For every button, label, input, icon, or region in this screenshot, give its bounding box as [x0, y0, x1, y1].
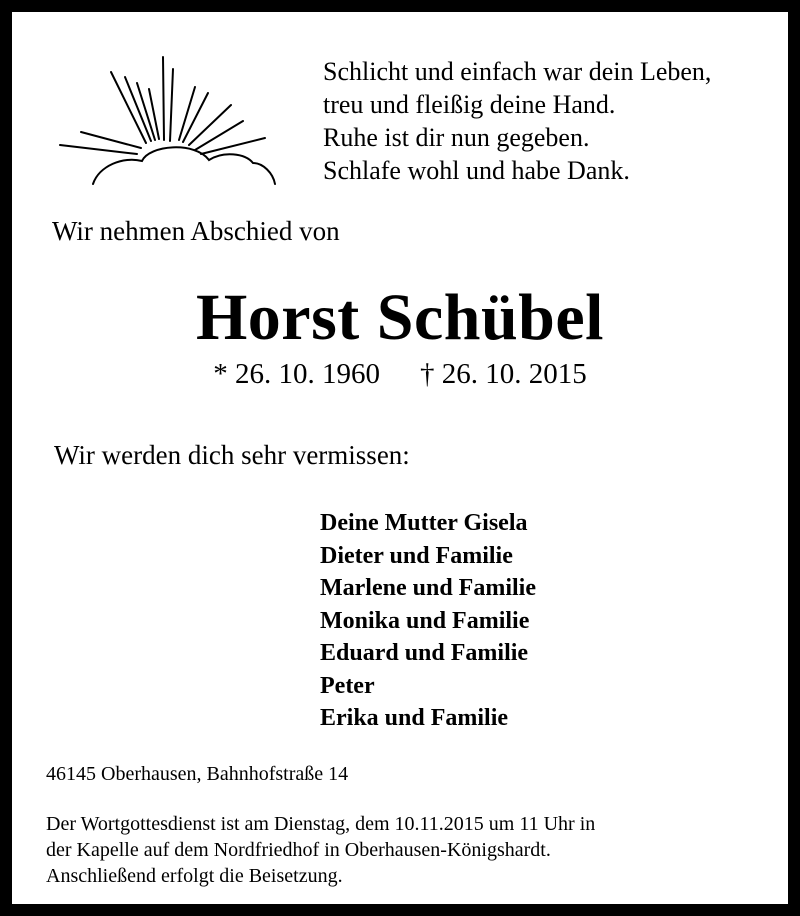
poem-line: treu und fleißig deine Hand.	[323, 90, 616, 119]
mourner: Monika und Familie	[320, 607, 530, 634]
service-info	[46, 811, 595, 889]
poem-line: Schlicht und einfach war dein Leben,	[323, 57, 712, 86]
mourner: Dieter und Familie	[320, 542, 513, 569]
sunrise-clouds-icon	[45, 45, 285, 195]
miss-text: Wir werden dich sehr vermissen:	[54, 440, 410, 470]
mourner: Peter	[320, 672, 375, 699]
farewell-intro: Wir nehmen Abschied von	[52, 216, 340, 246]
address: 46145 Oberhausen, Bahnhofstraße 14	[46, 763, 349, 785]
service-line: der Kapelle auf dem Nordfriedhof in Oberhausen-Königshardt.	[46, 839, 551, 861]
service-line: Der Wortgottesdienst ist am Dienstag, dem 10.11.2015 um 11 Uhr in	[46, 813, 596, 835]
poem	[323, 55, 711, 187]
birth-date: * 26. 10. 1960	[213, 358, 380, 390]
poem-line: Ruhe ist dir nun gegeben.	[323, 123, 590, 152]
mourner: Marlene und Familie	[320, 575, 536, 601]
death-date: † 26. 10. 2015	[420, 358, 587, 390]
service-line: Anschließend erfolgt die Beisetzung.	[46, 865, 343, 887]
deceased-name: Horst Schübel	[195, 281, 605, 354]
mourners-list	[320, 507, 536, 735]
mourner: Deine Mutter Gisela	[320, 510, 528, 536]
poem-line: Schlafe wohl und habe Dank.	[323, 156, 630, 185]
life-dates	[12, 358, 788, 391]
mourner: Erika und Familie	[320, 705, 509, 731]
mourner: Eduard und Familie	[320, 640, 529, 666]
